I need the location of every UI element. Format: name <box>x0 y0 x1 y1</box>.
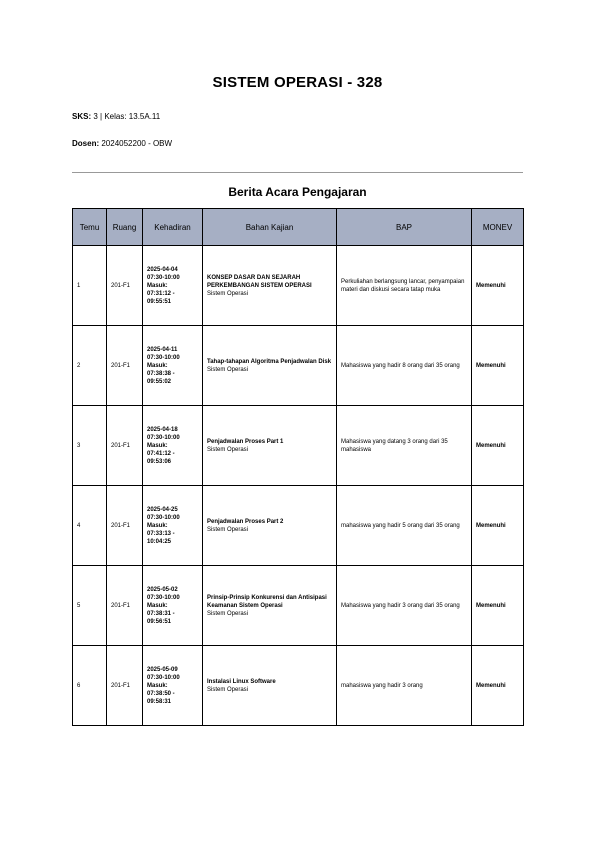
cell-kehadiran <box>143 406 203 486</box>
section-divider <box>72 172 523 173</box>
sks-label: SKS: <box>72 112 92 121</box>
kehadiran-masuk-range: 07:38:50 - 09:58:31 <box>147 690 175 705</box>
cell-bap: Mahasiswa yang hadir 3 orang dari 35 orang <box>337 566 472 646</box>
cell-temu: 1 <box>73 246 107 326</box>
cell-ruang: 201-F1 <box>107 486 143 566</box>
bahan-course: Sistem Operasi <box>207 446 249 453</box>
kehadiran-masuk-label: Masuk: <box>147 282 168 289</box>
cell-ruang: 201-F1 <box>107 646 143 726</box>
cell-bahan-kajian <box>203 326 337 406</box>
cell-ruang: 201-F1 <box>107 246 143 326</box>
kehadiran-masuk-range: 07:38:31 - 09:56:51 <box>147 610 175 625</box>
cell-kehadiran <box>143 486 203 566</box>
cell-monev: Memenuhi <box>472 646 524 726</box>
header-monev: MONEV <box>472 209 524 246</box>
cell-kehadiran <box>143 646 203 726</box>
cell-bap: Mahasiswa yang hadir 8 orang dari 35 orang <box>337 326 472 406</box>
table-row <box>73 246 524 326</box>
table-row <box>73 646 524 726</box>
cell-kehadiran <box>143 566 203 646</box>
cell-bap: Mahasiswa yang datang 3 orang dari 35 mahasiswa <box>337 406 472 486</box>
kehadiran-date: 2025-05-09 <box>147 666 178 673</box>
cell-bap: mahasiswa yang hadir 5 orang dari 35 orang <box>337 486 472 566</box>
kehadiran-masuk-range: 07:41:12 - 09:53:06 <box>147 450 175 465</box>
dosen-value: 2024052200 - OBW <box>101 139 173 148</box>
kehadiran-masuk-range: 07:38:38 - 09:55:02 <box>147 370 175 385</box>
cell-temu: 4 <box>73 486 107 566</box>
bahan-title: KONSEP DASAR DAN SEJARAH PERKEMBANGAN SISTEM OPERASI <box>207 274 312 289</box>
cell-kehadiran <box>143 326 203 406</box>
table-row <box>73 566 524 646</box>
dosen-label: Dosen: <box>72 139 100 148</box>
bahan-title: Penjadwalan Proses Part 2 <box>207 518 284 525</box>
table-header-row <box>73 209 524 246</box>
kehadiran-masuk-range: 07:31:12 - 09:55:51 <box>147 290 175 305</box>
kehadiran-masuk-label: Masuk: <box>147 682 168 689</box>
table-row <box>73 326 524 406</box>
kehadiran-masuk-range: 07:33:13 - 10:04:25 <box>147 530 175 545</box>
cell-bap: mahasiswa yang hadir 3 orang <box>337 646 472 726</box>
bahan-course: Sistem Operasi <box>207 366 249 373</box>
bahan-course: Sistem Operasi <box>207 686 249 693</box>
cell-temu: 6 <box>73 646 107 726</box>
kehadiran-date: 2025-04-18 <box>147 426 178 433</box>
kehadiran-time: 07:30-10:00 <box>147 514 180 521</box>
kehadiran-time: 07:30-10:00 <box>147 274 180 281</box>
header-ruang: Ruang <box>107 209 143 246</box>
table-row <box>73 486 524 566</box>
bahan-title: Instalasi Linux Software <box>207 678 276 685</box>
kehadiran-time: 07:30-10:00 <box>147 354 180 361</box>
kehadiran-date: 2025-04-25 <box>147 506 178 513</box>
table-row <box>73 406 524 486</box>
kehadiran-masuk-label: Masuk: <box>147 522 168 529</box>
kehadiran-time: 07:30-10:00 <box>147 434 180 441</box>
kehadiran-masuk-label: Masuk: <box>147 442 168 449</box>
bahan-course: Sistem Operasi <box>207 526 249 533</box>
cell-monev: Memenuhi <box>472 566 524 646</box>
kehadiran-date: 2025-05-02 <box>147 586 178 593</box>
kehadiran-time: 07:30-10:00 <box>147 674 180 681</box>
cell-monev: Memenuhi <box>472 246 524 326</box>
cell-ruang: 201-F1 <box>107 566 143 646</box>
bahan-title: Tahap-tahapan Algoritma Penjadwalan Disk <box>207 358 332 365</box>
cell-ruang: 201-F1 <box>107 406 143 486</box>
bahan-course: Sistem Operasi <box>207 290 249 297</box>
cell-bahan-kajian <box>203 406 337 486</box>
cell-temu: 5 <box>73 566 107 646</box>
cell-temu: 3 <box>73 406 107 486</box>
section-title: Berita Acara Pengajaran <box>228 185 367 199</box>
bahan-title: Penjadwalan Proses Part 1 <box>207 438 284 445</box>
kehadiran-masuk-label: Masuk: <box>147 362 168 369</box>
sks-kelas-value: 3 | Kelas: 13.5A.11 <box>93 112 161 121</box>
cell-bahan-kajian <box>203 486 337 566</box>
cell-bahan-kajian <box>203 646 337 726</box>
cell-ruang: 201-F1 <box>107 326 143 406</box>
sks-kelas-info <box>72 112 160 121</box>
kehadiran-date: 2025-04-11 <box>147 346 178 353</box>
cell-kehadiran <box>143 246 203 326</box>
cell-bap: Perkuliahan berlangsung lancar, penyampaian materi dan diskusi secara tatap muka <box>337 246 472 326</box>
cell-temu: 2 <box>73 326 107 406</box>
header-temu: Temu <box>73 209 107 246</box>
cell-monev: Memenuhi <box>472 406 524 486</box>
bahan-title: Prinsip-Prinsip Konkurensi dan Antisipasi Keamanan Sistem Operasi <box>207 594 327 609</box>
cell-monev: Memenuhi <box>472 326 524 406</box>
kehadiran-date: 2025-04-04 <box>147 266 178 273</box>
header-kehadiran: Kehadiran <box>143 209 203 246</box>
cell-monev: Memenuhi <box>472 486 524 566</box>
cell-bahan-kajian <box>203 566 337 646</box>
dosen-info <box>72 139 172 148</box>
kehadiran-time: 07:30-10:00 <box>147 594 180 601</box>
page-title: SISTEM OPERASI - 328 <box>212 74 383 91</box>
header-bap: BAP <box>337 209 472 246</box>
cell-bahan-kajian <box>203 246 337 326</box>
berita-acara-table <box>72 208 524 726</box>
header-bahan-kajian: Bahan Kajian <box>203 209 337 246</box>
bahan-course: Sistem Operasi <box>207 610 249 617</box>
kehadiran-masuk-label: Masuk: <box>147 602 168 609</box>
